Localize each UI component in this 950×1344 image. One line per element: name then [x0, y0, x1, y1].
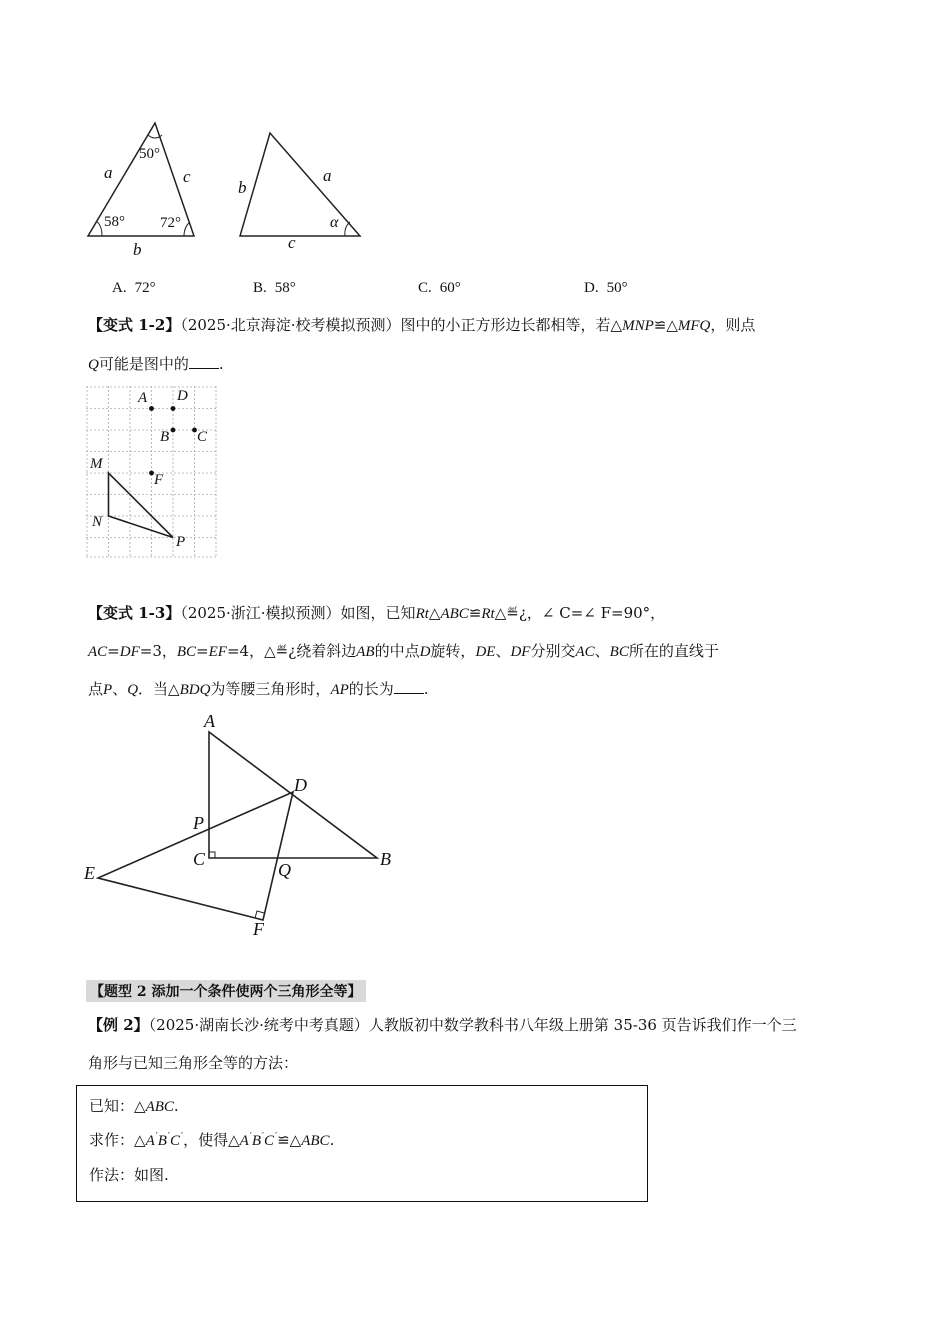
section-heading: 【题型 2 添加一个条件使两个三角形全等】	[86, 980, 366, 1002]
rotation-figure	[80, 710, 410, 950]
grid-label-n: N	[92, 514, 103, 530]
point-d-dot	[171, 406, 176, 411]
grid-label-c: C	[197, 429, 208, 445]
tri1-side-c: c	[183, 167, 191, 186]
construction-box	[76, 1085, 648, 1202]
grid-label-d: D	[177, 388, 188, 404]
tri1-side-a: a	[104, 163, 113, 182]
triangle-mnp	[109, 473, 174, 538]
triangles-figure	[80, 115, 380, 265]
option-d: D. 50°	[584, 280, 628, 296]
grid-label-f: F	[154, 472, 164, 488]
option-c: C. 60°	[418, 280, 461, 296]
box-required: 求作：△A′B′C′，使得△A′B′C′≌△ABC.	[89, 1131, 335, 1149]
grid-figure	[86, 386, 220, 560]
tri2-angle-alpha: α	[330, 214, 339, 231]
ex2-line2: 角形与已知三角形全等的方法：	[88, 1054, 299, 1072]
box-method: 作法：如图.	[89, 1166, 169, 1184]
fig3-label-p: P	[193, 813, 204, 833]
q13-line1: 【变式 1-3】（2025·浙江·模拟预测）如图，已知Rt△ABC≌Rt△≝¿，∠ C=∠ F=90°，	[88, 604, 666, 622]
tri1-angle-left: 58°	[104, 214, 125, 230]
fig3-label-c: C	[193, 849, 206, 869]
tri1-side-b: b	[133, 240, 142, 259]
grid-label-a: A	[138, 390, 148, 406]
angle-arc-left	[96, 221, 102, 236]
point-a-dot	[149, 406, 154, 411]
ex2-line1: 【例 2】（2025·湖南长沙·统考中考真题）人教版初中数学教科书八年级上册第 35-36 页告诉我们作一个三	[88, 1016, 797, 1034]
grid-label-m: M	[90, 456, 103, 472]
fig3-label-d: D	[294, 775, 307, 795]
right-angle-f	[255, 911, 264, 918]
option-b: B. 58°	[253, 280, 296, 296]
q13-line2: AC=DF=3，BC=EF=4，△≝¿绕着斜边AB的中点D旋转，DE、DF分别交AC、BC所在的直线于	[88, 642, 719, 660]
box-known: 已知：△ABC.	[89, 1097, 179, 1115]
fig3-label-b: B	[380, 849, 391, 869]
grid-label-p: P	[176, 534, 186, 550]
option-a: A. 72°	[112, 280, 156, 296]
tri1-angle-right: 72°	[160, 215, 181, 231]
right-angle-c	[209, 852, 215, 858]
q12-line1: 【变式 1-2】（2025·北京海淀·校考模拟预测）图中的小正方形边长都相等，若△MNP≌△MFQ，则点	[88, 316, 756, 334]
fig3-label-q: Q	[278, 860, 291, 880]
q12-line2: Q可能是图中的 .	[88, 355, 224, 373]
fig3-label-f: F	[253, 919, 264, 939]
fig3-label-e: E	[84, 863, 95, 883]
tri1-angle-top: 50°	[139, 146, 160, 162]
point-b-dot	[171, 428, 176, 433]
tri2-side-b: b	[238, 178, 247, 197]
tri2-side-c: c	[288, 233, 296, 252]
grid-label-b: B	[160, 429, 170, 445]
fig3-label-a: A	[204, 711, 215, 731]
triangle-right	[240, 133, 360, 236]
answer-blank	[394, 679, 424, 694]
answer-blank	[189, 354, 219, 369]
q13-line3: 点P、Q．当△BDQ为等腰三角形时，AP的长为 .	[88, 680, 429, 698]
tri2-side-a: a	[323, 166, 332, 185]
